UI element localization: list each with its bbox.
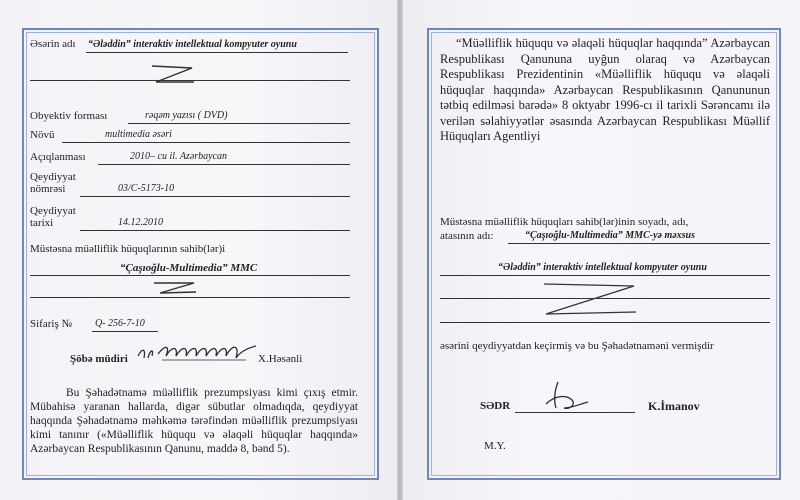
right-work-title-value: “Ələddin” interaktiv intellektual kompyuter oyunu <box>498 262 707 273</box>
work-title-label: Əsərin adı <box>30 38 76 50</box>
object-form-value: rəqəm yazısı ( DVD) <box>145 110 228 121</box>
chairman-name: K.İmanov <box>648 399 700 413</box>
reg-number-label-line2: nömrəsi <box>30 183 66 195</box>
order-underline <box>92 331 158 332</box>
dept-head-name: X.Həsənli <box>258 353 303 365</box>
type-label: Növü <box>30 129 55 141</box>
published-label: Açıqlanması <box>30 151 86 163</box>
holder-label-line1: Müstəsna müəlliflik hüquqları sahib(lər)inin soyadı, adı, <box>440 216 689 228</box>
reg-date-underline <box>80 230 350 231</box>
object-form-underline <box>128 123 350 124</box>
reg-date-label-line2: tarixi <box>30 217 54 229</box>
reg-number-label-line1: Qeydiyyat <box>30 171 76 183</box>
published-value: 2010– cu il. Azərbaycan <box>130 151 228 162</box>
chairman-signature <box>536 378 596 418</box>
object-form-label: Obyektiv forması <box>30 110 108 122</box>
type-underline <box>62 142 350 143</box>
presumption-notice: Bu Şəhadətnamə müəlliflik prezumpsiyası kimi çıxış etmir. Mübahisə yaranan hallarda, digər sübutlar olmadıqda, qeydiyyat haqqında Şəhadətnamə məhkəmə tərəfindən müəlliflik prezumpsiyası kimi tanınır («Müəlliflik hüququ və əlaqəli hüquqlar haqqında» Azərbaycan Respublikasının Qanunu, maddə 8, bənd 5). <box>30 387 358 455</box>
cancellation-z-mark-2 <box>150 279 200 297</box>
holder-underline <box>508 243 770 244</box>
dept-head-signature <box>136 338 261 366</box>
order-label: Sifariş № <box>30 318 72 330</box>
cancellation-z-mark-3 <box>540 280 640 320</box>
blank-line-2 <box>30 297 350 298</box>
reg-date-label-line1: Qeydiyyat <box>30 205 76 217</box>
holder-label-line2: atasının adı: <box>440 230 494 242</box>
blank-line-4 <box>440 322 770 323</box>
work-title-underline <box>86 52 348 53</box>
published-underline <box>98 164 350 165</box>
holders-label: Müstəsna müəlliflik hüquqlarının sahib(lər)i <box>30 243 226 255</box>
reg-number-value: 03/C-5173-10 <box>118 183 175 194</box>
authority-intro-paragraph: “Müəlliflik hüququ və əlaqəli hüquqlar haqqında” Azərbaycan Respublikası Qanununa uyğun olaraq və Azərbaycan Respublikası Prezidentinin «Müəlliflik hüququ və əlaqəli hüquqlar haqqında» Azərbaycan Respublikasının Qanununun tətbiq edilməsi barədə» 8 oktyabr 1996-cı il tarixli Sərəncamı ilə verilən səlahiyyətlər əsasında Azərbaycan Respublikası Müəllif Hüquqları Agentliyi <box>440 36 770 143</box>
seal-placeholder: M.Y. <box>484 440 506 452</box>
holder-value: “Çaşıoğlu-Multimedia” MMC-yə məxsus <box>525 230 696 241</box>
type-value: multimedia əsəri <box>105 129 172 140</box>
right-work-title-underline <box>440 275 770 276</box>
reg-date-value: 14.12.2010 <box>118 217 163 228</box>
cancellation-z-mark-1 <box>148 62 198 86</box>
chairman-label: SƏDR <box>480 400 511 412</box>
holders-value: “Çaşıoğlu-Multimedia” MMC <box>120 262 258 274</box>
reg-number-underline <box>80 196 350 197</box>
work-title-value: “Ələddin” interaktiv intellektual kompyuter oyunu <box>88 39 297 50</box>
order-value: Q- 256-7-10 <box>95 318 145 329</box>
registered-statement: əsərini qeydiyyatdan keçirmiş və bu Şəhadətnaməni vermişdir <box>440 340 714 352</box>
dept-head-label: Şöbə müdiri <box>70 353 128 365</box>
holders-underline <box>30 275 350 276</box>
